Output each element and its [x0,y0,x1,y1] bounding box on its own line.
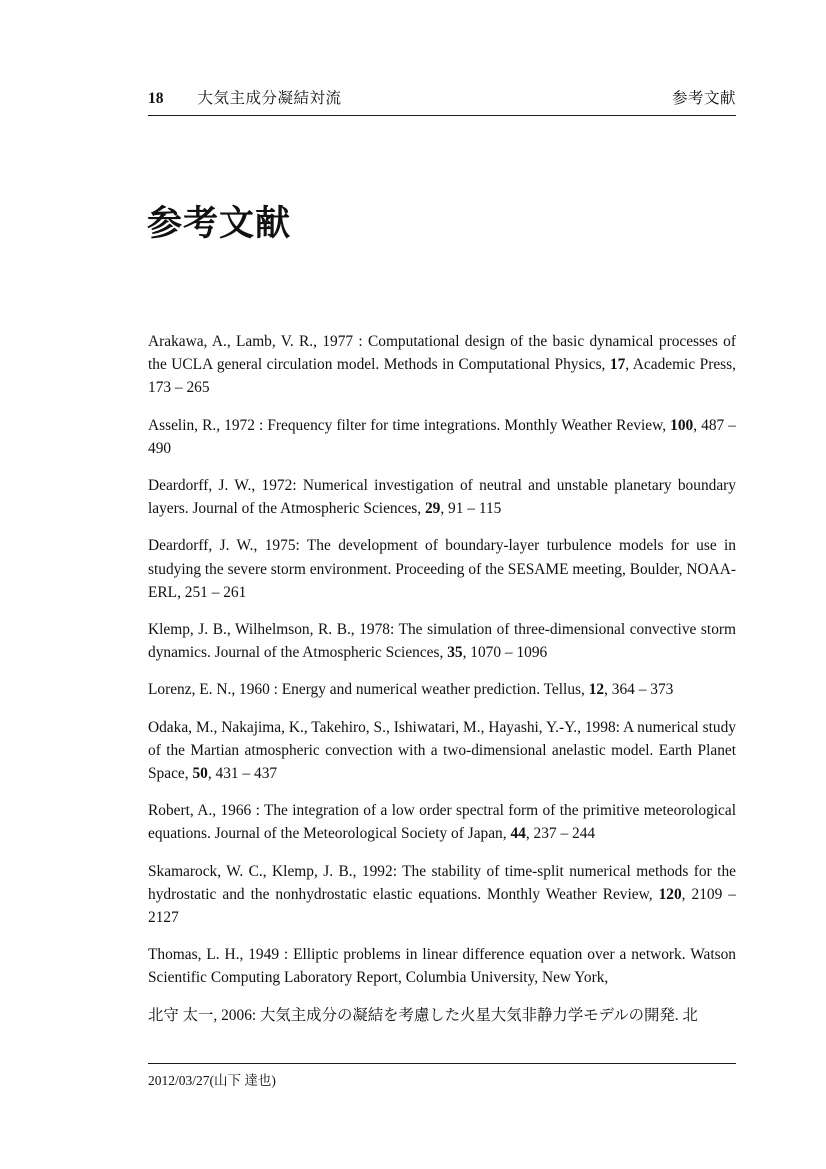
running-title-right: 参考文献 [671,90,736,107]
reference-text: , 2109 – 2127 [148,885,736,927]
volume-number: 29 [424,500,441,518]
volume-number: 100 [670,416,694,434]
reference-text: , 487 – 490 [148,416,737,457]
running-title-left: 大気主成分凝結対流 [197,90,342,107]
reference-entry [148,1004,736,1027]
chapter-title: 参考文献 [147,204,292,243]
footer-date-author: 2012/03/27(山下 達也) [148,1073,276,1088]
volume-number: 35 [447,644,463,662]
reference-text: 北守 太一, 2006: 大気主成分の凝結を考慮した火星大気非静力学モデルの開発. 北 [148,1006,698,1024]
page-number: 18 [148,90,164,107]
reference-text: , 1070 – 1096 [462,644,548,662]
reference-text: , 237 – 244 [525,825,596,843]
reference-text: Robert, A., 1966 : The integration of a low order spectral form of the primitive meteorological equations. Journal of the Meteorological Society of Japan, [148,802,736,843]
reference-entry [148,860,736,930]
reference-entry [148,474,736,520]
page-footer [148,1063,736,1089]
reference-text: Odaka, M., Nakajima, K., Takehiro, S., Ishiwatari, M., Hayashi, Y.-Y., 1998: A numerical study of the Martian atmospheric convection with a two-dimensional anelastic model. Earth Planet Space, [148,718,736,783]
reference-text: Asselin, R., 1972 : Frequency filter for time integrations. Monthly Weather Review, [148,416,671,434]
reference-entry [148,716,736,786]
running-header-left [148,86,342,108]
running-header [148,86,736,116]
reference-list [148,330,736,1041]
reference-text: Arakawa, A., Lamb, V. R., 1977 : Computational design of the basic dynamical processes of the UCLA general circulation model. Methods in Computational Physics, [148,333,736,374]
reference-text: Thomas, L. H., 1949 : Elliptic problems in linear difference equation over a network. Watson Scientific Computing Laboratory Report, Columbia University, New York, [148,946,736,987]
reference-text: Deardorff, J. W., 1975: The development of boundary-layer turbulence models for use in studying the severe storm environment. Proceeding of the SESAME meeting, Boulder, NOAA-ERL, 251 – 261 [148,537,736,601]
reference-text: , 431 – 437 [207,765,278,783]
reference-entry [148,414,736,460]
reference-entry [148,534,736,604]
reference-text: , 364 – 373 [604,681,674,699]
reference-entry [148,618,736,664]
volume-number: 12 [588,681,605,699]
reference-text: Skamarock, W. C., Klemp, J. B., 1992: The stability of time-split numerical methods for the hydrostatic and the nonhydrostatic elastic equations. Monthly Weather Review, [148,862,736,903]
reference-text: , 91 – 115 [440,500,502,518]
reference-entry [148,799,736,845]
reference-text: , Academic Press, 173 – 265 [148,356,737,397]
reference-text: Lorenz, E. N., 1960 : Energy and numerical weather prediction. Tellus, [148,681,589,699]
reference-text: Klemp, J. B., Wilhelmson, R. B., 1978: The simulation of three-dimensional convective storm dynamics. Journal of the Atmospheric Sciences, [148,621,736,662]
reference-entry [148,678,736,701]
reference-entry [148,330,736,400]
reference-entry [148,943,736,989]
volume-number: 44 [510,825,526,843]
volume-number: 50 [192,765,208,783]
volume-number: 120 [658,885,682,903]
reference-text: Deardorff, J. W., 1972: Numerical investigation of neutral and unstable planetary boundary layers. Journal of the Atmospheric Sciences, [148,477,736,518]
volume-number: 17 [609,356,626,374]
